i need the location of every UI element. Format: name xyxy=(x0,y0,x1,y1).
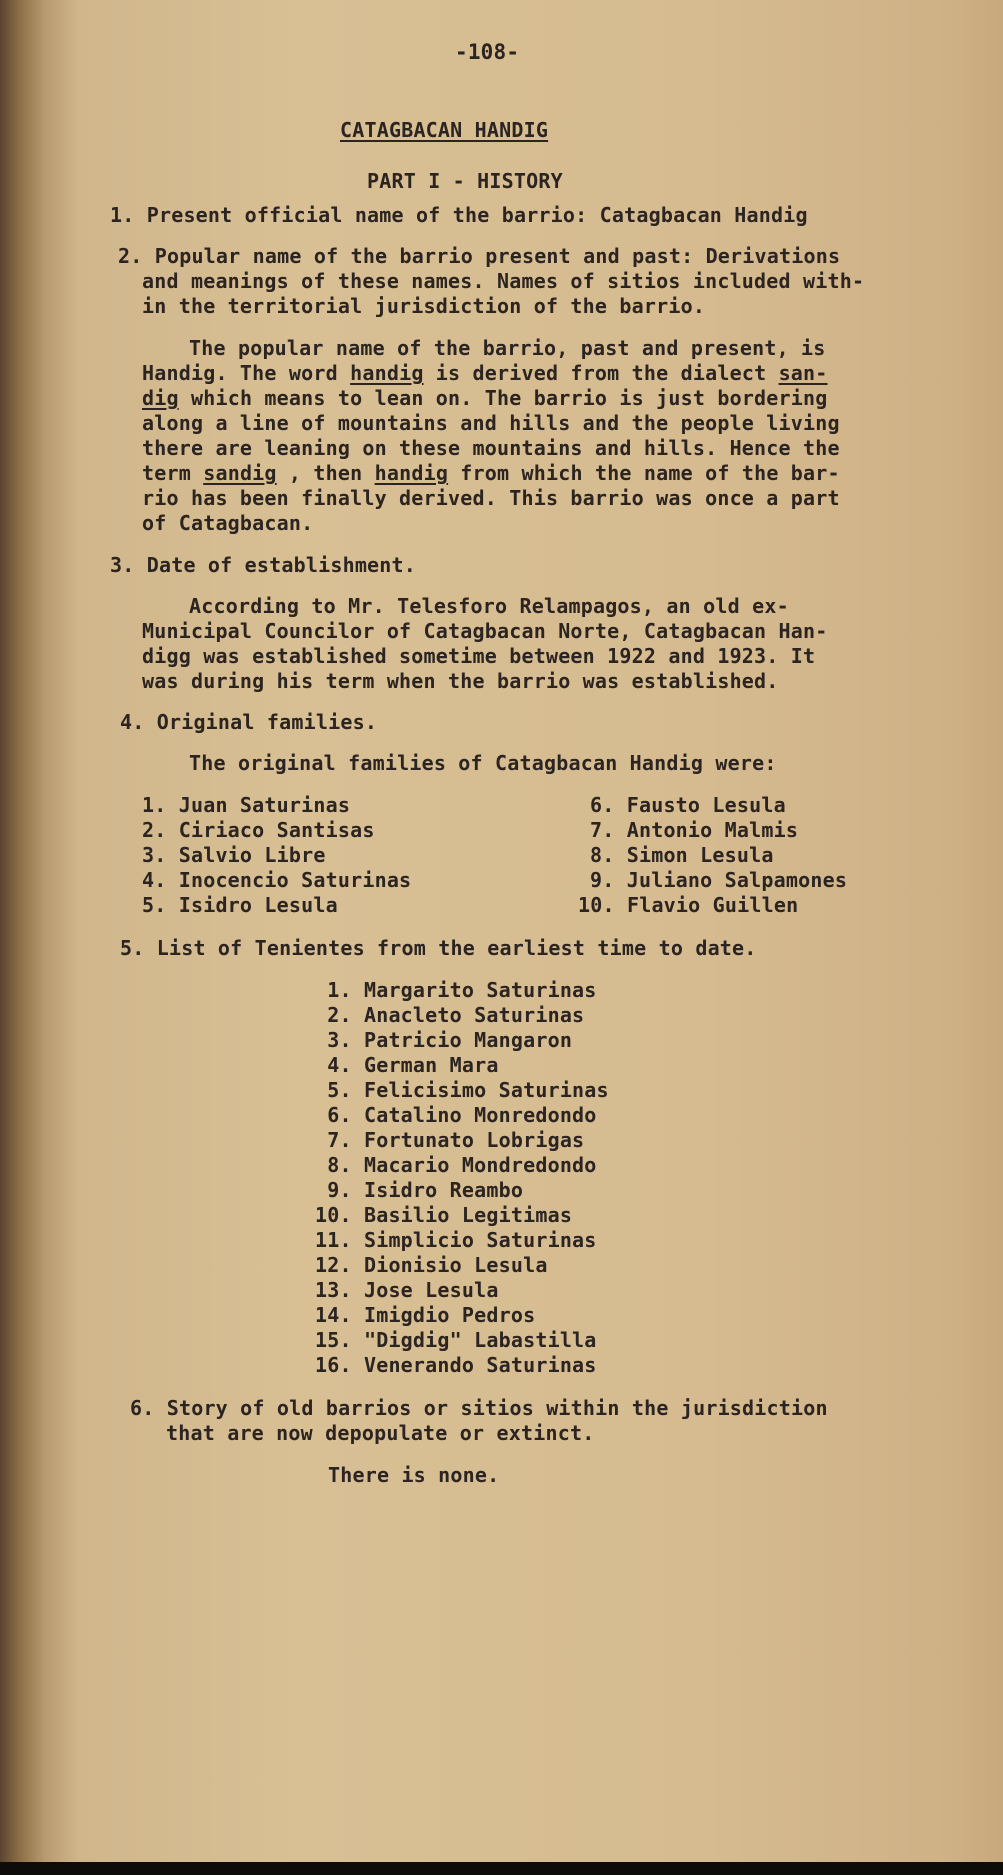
text-run: term xyxy=(142,461,204,485)
question-2-line-1: 2. Popular name of the barrio present and past: Derivations xyxy=(118,244,841,268)
answer-4-intro: The original families of Catagbacan Handig were: xyxy=(189,751,777,775)
teniente-list-item: 2. Anacleto Saturinas xyxy=(315,1003,585,1027)
text-run: Handig. The word xyxy=(142,361,351,385)
underlined-word: san- xyxy=(778,361,828,385)
family-list-item: 6. Fausto Lesula xyxy=(590,793,786,817)
teniente-list-item: 15. "Digdig" Labastilla xyxy=(315,1328,597,1352)
underlined-word: sandig xyxy=(203,461,277,485)
answer-2-line-7: rio has been finally derived. This barrio was once a part xyxy=(142,486,840,510)
family-list-item: 7. Antonio Malmis xyxy=(590,818,799,842)
teniente-list-item: 10. Basilio Legitimas xyxy=(315,1203,573,1227)
answer-6: There is none. xyxy=(328,1463,500,1487)
answer-2-line-4: along a line of mountains and hills and the people living xyxy=(142,411,840,435)
teniente-list-item: 14. Imigdio Pedros xyxy=(315,1303,536,1327)
question-4: 4. Original families. xyxy=(120,710,378,734)
underlined-word: handig xyxy=(350,361,424,385)
teniente-list-item: 11. Simplicio Saturinas xyxy=(315,1228,597,1252)
question-3: 3. Date of establishment. xyxy=(110,553,417,577)
text-run: from which the name of the bar- xyxy=(448,461,840,485)
answer-3-line-1: According to Mr. Telesforo Relampagos, an old ex- xyxy=(189,594,789,618)
family-list-item: 8. Simon Lesula xyxy=(590,843,774,867)
answer-3-line-3: digg was established sometime between 1922 and 1923. It xyxy=(142,644,816,668)
answer-2-line-6 xyxy=(142,461,840,487)
family-list-item: 4. Inocencio Saturinas xyxy=(142,868,412,892)
teniente-list-item: 12. Dionisio Lesula xyxy=(315,1253,548,1277)
document-title: CATAGBACAN HANDIG xyxy=(340,118,549,142)
teniente-list-item: 3. Patricio Mangaron xyxy=(315,1028,573,1052)
text-run: which means to lean on. The barrio is just bordering xyxy=(178,386,828,410)
answer-2-line-2 xyxy=(142,361,828,387)
answer-3-line-2: Municipal Councilor of Catagbacan Norte, Catagbacan Han- xyxy=(142,619,828,643)
page-number: -108- xyxy=(455,40,520,64)
teniente-list-item: 7. Fortunato Lobrigas xyxy=(315,1128,585,1152)
family-list-item: 3. Salvio Libre xyxy=(142,843,326,867)
question-5: 5. List of Tenientes from the earliest time to date. xyxy=(120,936,757,960)
teniente-list-item: 1. Margarito Saturinas xyxy=(315,978,597,1002)
text-run: , then xyxy=(276,461,375,485)
document-subtitle: PART I - HISTORY xyxy=(367,169,563,193)
teniente-list-item: 5. Felicisimo Saturinas xyxy=(315,1078,609,1102)
teniente-list-item: 8. Macario Mondredondo xyxy=(315,1153,597,1177)
question-2-line-2: and meanings of these names. Names of sitios included with- xyxy=(142,269,865,293)
underlined-word: handig xyxy=(374,461,449,485)
teniente-list-item: 13. Jose Lesula xyxy=(315,1278,499,1302)
family-list-item: 10. Flavio Guillen xyxy=(578,893,799,917)
answer-3-line-4: was during his term when the barrio was established. xyxy=(142,669,779,693)
answer-2-line-8: of Catagbacan. xyxy=(142,511,314,535)
answer-2-line-1: The popular name of the barrio, past and present, is xyxy=(189,336,826,360)
answer-2-line-5: there are leaning on these mountains and hills. Hence the xyxy=(142,436,840,460)
text-run: is derived from the dialect xyxy=(423,361,779,385)
family-list-item: 5. Isidro Lesula xyxy=(142,893,338,917)
question-6-line-1: 6. Story of old barrios or sitios within the jurisdiction xyxy=(130,1396,828,1420)
family-list-item: 2. Ciriaco Santisas xyxy=(142,818,375,842)
teniente-list-item: 4. German Mara xyxy=(315,1053,499,1077)
family-list-item: 9. Juliano Salpamones xyxy=(590,868,848,892)
underlined-word: dig xyxy=(142,386,179,410)
teniente-list-item: 9. Isidro Reambo xyxy=(315,1178,524,1202)
question-2-line-3: in the territorial jurisdiction of the barrio. xyxy=(142,294,706,318)
question-6-line-2: that are now depopulate or extinct. xyxy=(166,1421,595,1445)
teniente-list-item: 6. Catalino Monredondo xyxy=(315,1103,597,1127)
family-list-item: 1. Juan Saturinas xyxy=(142,793,351,817)
answer-2-line-3 xyxy=(142,386,828,412)
teniente-list-item: 16. Venerando Saturinas xyxy=(315,1353,597,1377)
question-1: 1. Present official name of the barrio: Catagbacan Handig xyxy=(110,203,808,227)
